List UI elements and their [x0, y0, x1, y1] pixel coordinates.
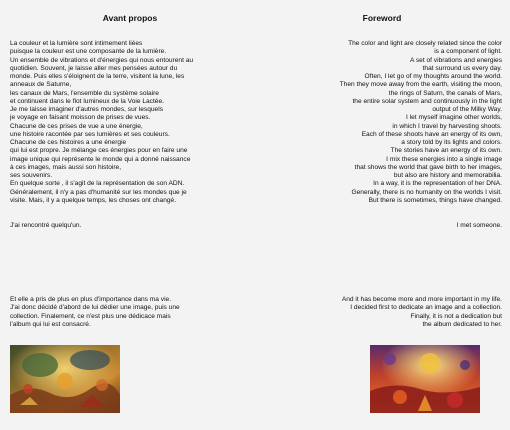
text-line: Then they move away from the earth, visiting the moon, [339, 81, 502, 89]
text-line: J'ai rencontré quelqu'un. [10, 222, 82, 229]
text-line: ses souvenirs. [10, 172, 53, 179]
english-paragraph-2 [262, 222, 502, 230]
text-line: et continuent dans le flot lumineux de la Voie Lactée. [10, 97, 164, 105]
text-line: In a way, it is the representation of her DNA. [373, 180, 502, 188]
artwork-thumbnail-right [370, 345, 480, 413]
text-line: a story told by its lights and colors. [401, 139, 502, 146]
text-line: Et elle a pris de plus en plus d'importance dans ma vie. [10, 296, 172, 303]
text-line: in which I travel by harvesting shoots. [392, 122, 502, 130]
text-line: les canaux de Mars, l'ensemble du système solaire [10, 89, 159, 97]
text-line: à ces images, mais aussi son histoire, [10, 163, 122, 171]
text-line: The stories have an energy of its own. [390, 147, 502, 155]
text-line: the rings of Saturn, the canals of Mars, [388, 89, 502, 97]
text-line: La couleur et la lumière sont intimement liées [10, 40, 143, 47]
text-line: A set of vibrations and energies [409, 56, 502, 64]
text-line: puisque la couleur est une composante de la lumière. [10, 48, 167, 56]
text-line: Each of these shoots have an energy of its own, [361, 130, 502, 138]
english-title: Foreword [362, 13, 402, 23]
text-line: qui lui est propre. Je mélange ces énergies pour en faire une [10, 147, 188, 155]
text-line: quotidien. Souvent, je laisse aller mes pensées autour du [10, 64, 178, 72]
english-paragraph-3 [262, 296, 502, 329]
text-line: Chacune de ces histoires a une énergie [10, 139, 127, 146]
text-line: The color and light are closely related since the color [348, 40, 502, 47]
text-line: visite. Mais, il y a quelque temps, les choses ont changé. [10, 196, 177, 204]
text-line: Often, I let go of my thoughts around the world. [364, 73, 502, 80]
text-line: Finally, it is not a dedication but [410, 312, 502, 320]
text-line: monde. Puis elles s'éloignent de la terre, visitent la lune, les [10, 73, 185, 80]
text-line: Je me laisse imaginer d'autres mondes, sur lesquels [10, 106, 163, 113]
text-line: that surround us every day. [422, 64, 502, 72]
text-line: I decided first to dedicate an image and a collection. [350, 304, 502, 312]
text-line: Generally, there is no humanity on the worlds I visit. [351, 188, 502, 196]
text-line: je voyage en faisant moisson de prises de vues. [10, 114, 151, 122]
text-line: image unique qui représente le monde qui a donné naissance [10, 155, 191, 163]
text-line: une histoire racontée par ses lumières et ses couleurs. [10, 130, 170, 138]
english-paragraph-1 [262, 40, 502, 205]
text-line: the entire solar system and continuously in the light [352, 97, 502, 105]
text-line: Généralement, il n'y a pas d'humanité sur les mondes que je [10, 188, 187, 196]
artwork-thumbnail-left [10, 345, 120, 413]
text-line: anneaux de Saturne, [10, 81, 72, 89]
text-line: is a component of light. [434, 48, 502, 56]
text-line: En quelque sorte , il s'agit de la représentation de son ADN. [10, 180, 185, 188]
text-line: I let myself imagine other worlds, [405, 114, 502, 122]
french-paragraph-1 [10, 40, 250, 205]
text-line: but also are history and memorabilia. [393, 172, 502, 179]
text-line: Chacune de ces prises de vue a une énergie, [10, 122, 143, 130]
text-line: But there is sometimes, things have changed. [368, 196, 502, 204]
text-line: Un ensemble de vibrations et d'énergies qui nous entourent au [10, 56, 194, 64]
text-line: output of the Milky Way. [432, 106, 502, 113]
text-line: the album dedicated to her. [422, 320, 502, 328]
text-line: I met someone. [456, 222, 502, 229]
text-line: collection. Finalement, ce n'est plus une dédicace mais [10, 312, 171, 320]
text-line: J'ai donc décidé d'abord de lui dédier une image, puis une [10, 304, 180, 312]
french-paragraph-3 [10, 296, 250, 329]
french-title: Avant propos [102, 13, 158, 23]
text-line: that shows the world that gave birth to her images, [354, 163, 502, 171]
text-line: I mix these energies into a single image [386, 155, 502, 163]
text-line: l'album qui lui est consacré. [10, 320, 91, 328]
french-paragraph-2 [10, 222, 250, 230]
text-line: And it has become more and more important in my life. [341, 296, 502, 303]
